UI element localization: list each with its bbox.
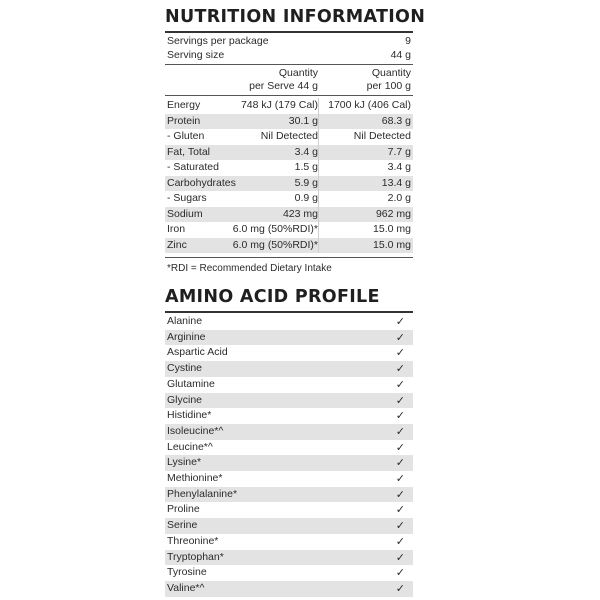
nutrition-row [165, 98, 413, 114]
check-icon: ✓ [395, 503, 405, 517]
amino-row [165, 581, 413, 597]
amino-name: Glycine [167, 393, 203, 406]
amino-name: Serine [167, 519, 198, 532]
serving-size-row [165, 48, 413, 62]
column-divider [318, 207, 319, 223]
amino-row [165, 330, 413, 346]
column-divider [318, 114, 319, 130]
column-header-per-100g [367, 67, 411, 93]
nutrient-name: - Saturated [167, 161, 219, 173]
serving-size-value: 44 g [390, 49, 411, 61]
check-icon: ✓ [395, 487, 405, 501]
servings-label: Servings per package [167, 35, 269, 47]
check-icon: ✓ [395, 550, 405, 564]
amino-title-rule [165, 311, 413, 313]
check-icon: ✓ [395, 456, 405, 470]
nutrition-row [165, 176, 413, 192]
nutrient-per-100g: 2.0 g [387, 192, 411, 204]
amino-row [165, 377, 413, 393]
nutrient-name: Zinc [167, 238, 187, 251]
column-divider [318, 238, 319, 254]
nutrient-per-serve: 30.1 g [288, 114, 318, 127]
nutrient-per-100g: 13.4 g [381, 176, 411, 189]
amino-row [165, 534, 413, 550]
nutrient-per-100g: 7.7 g [387, 145, 411, 158]
amino-name: Aspartic Acid [167, 346, 228, 359]
check-icon: ✓ [395, 315, 405, 328]
amino-row [165, 314, 413, 330]
check-icon: ✓ [395, 424, 405, 438]
amino-name: Arginine [167, 330, 206, 343]
nutrient-name: - Gluten [167, 130, 205, 142]
check-icon: ✓ [395, 346, 405, 360]
nutrition-row [165, 160, 413, 176]
check-icon: ✓ [395, 377, 405, 391]
check-icon: ✓ [395, 362, 405, 376]
amino-row [165, 455, 413, 471]
nutrition-row [165, 222, 413, 238]
check-icon: ✓ [395, 519, 405, 533]
column-divider [318, 176, 319, 192]
table-bottom-rule [165, 257, 413, 258]
amino-row [165, 440, 413, 456]
amino-name: Cystine [167, 362, 203, 375]
title-rule [165, 31, 413, 33]
nutrient-per-100g: 15.0 mg [373, 238, 411, 251]
nutrient-per-100g: 68.3 g [381, 114, 411, 127]
nutrient-per-100g: 962 mg [375, 207, 411, 220]
header-line: Quantity [371, 67, 411, 79]
amino-name: Valine*^ [167, 581, 205, 594]
rdi-footnote: *RDI = Recommended Dietary Intake [167, 263, 332, 274]
nutrient-per-serve: Nil Detected [260, 130, 318, 142]
header-rule [165, 95, 413, 96]
nutrient-name: Fat, Total [167, 145, 210, 158]
column-divider [318, 129, 319, 145]
amino-row [165, 550, 413, 566]
nutrition-title: NUTRITION INFORMATION [165, 7, 426, 27]
amino-title: AMINO ACID PROFILE [165, 287, 380, 307]
servings-rule [165, 64, 413, 65]
nutrient-per-serve: 6.0 mg (50%RDI)* [232, 223, 318, 235]
nutrition-row [165, 238, 413, 254]
nutrition-row [165, 207, 413, 223]
check-icon: ✓ [395, 440, 405, 454]
nutrient-per-100g: 15.0 mg [373, 223, 411, 235]
amino-name: Lysine* [167, 456, 202, 469]
nutrient-name: Sodium [167, 207, 203, 220]
column-header-per-serve [249, 67, 318, 93]
check-icon: ✓ [395, 330, 405, 344]
nutrient-per-serve: 3.4 g [294, 145, 318, 158]
nutrition-row [165, 145, 413, 161]
check-icon: ✓ [395, 472, 405, 485]
nutrient-per-serve: 748 kJ (179 Cal) [240, 99, 318, 111]
nutrient-per-100g: 1700 kJ (406 Cal) [328, 99, 411, 111]
amino-name: Alanine [167, 315, 203, 327]
amino-row [165, 361, 413, 377]
header-line: per Serve 44 g [249, 80, 318, 92]
amino-row [165, 424, 413, 440]
check-icon: ✓ [395, 534, 405, 548]
header-line: Quantity [278, 67, 318, 79]
header-line: per 100 g [366, 80, 411, 92]
amino-name: Phenylalanine* [167, 487, 238, 500]
nutrient-per-serve: 423 mg [282, 207, 318, 220]
amino-name: Methionine* [167, 472, 223, 484]
amino-row [165, 345, 413, 361]
nutrient-per-100g: 3.4 g [387, 161, 411, 173]
amino-row [165, 393, 413, 409]
serving-size-label: Serving size [167, 49, 225, 61]
amino-name: Isoleucine*^ [167, 424, 224, 437]
check-icon: ✓ [395, 566, 405, 580]
amino-name: Tryptophan* [167, 550, 224, 563]
amino-name: Threonine* [167, 534, 219, 547]
servings-value: 9 [405, 35, 411, 47]
nutrient-name: Energy [167, 99, 201, 111]
column-divider [318, 160, 319, 176]
amino-row [165, 408, 413, 424]
amino-row [165, 471, 413, 487]
nutrient-name: Carbohydrates [167, 176, 236, 189]
nutrition-row [165, 191, 413, 207]
amino-name: Proline [167, 503, 200, 516]
servings-row [165, 34, 413, 48]
amino-name: Leucine*^ [167, 440, 213, 453]
nutrition-row [165, 114, 413, 130]
amino-row [165, 487, 413, 503]
amino-row [165, 502, 413, 518]
amino-name: Histidine* [167, 409, 212, 422]
amino-name: Glutamine [167, 377, 215, 390]
nutrient-per-serve: 0.9 g [294, 192, 318, 204]
check-icon: ✓ [395, 409, 405, 423]
nutrient-name: Iron [167, 223, 186, 235]
column-divider [318, 191, 319, 207]
nutrient-per-serve: 1.5 g [294, 161, 318, 173]
column-divider [318, 145, 319, 161]
column-divider [318, 222, 319, 238]
amino-row [165, 565, 413, 581]
nutrient-per-serve: 5.9 g [294, 176, 318, 189]
nutrition-row [165, 129, 413, 145]
check-icon: ✓ [395, 581, 405, 595]
check-icon: ✓ [395, 393, 405, 407]
nutrient-per-100g: Nil Detected [353, 130, 411, 142]
nutrient-per-serve: 6.0 mg (50%RDI)* [232, 238, 318, 251]
column-divider [318, 98, 319, 114]
nutrient-name: Protein [167, 114, 201, 127]
amino-row [165, 518, 413, 534]
amino-name: Tyrosine [167, 566, 207, 579]
nutrient-name: - Sugars [167, 192, 207, 204]
